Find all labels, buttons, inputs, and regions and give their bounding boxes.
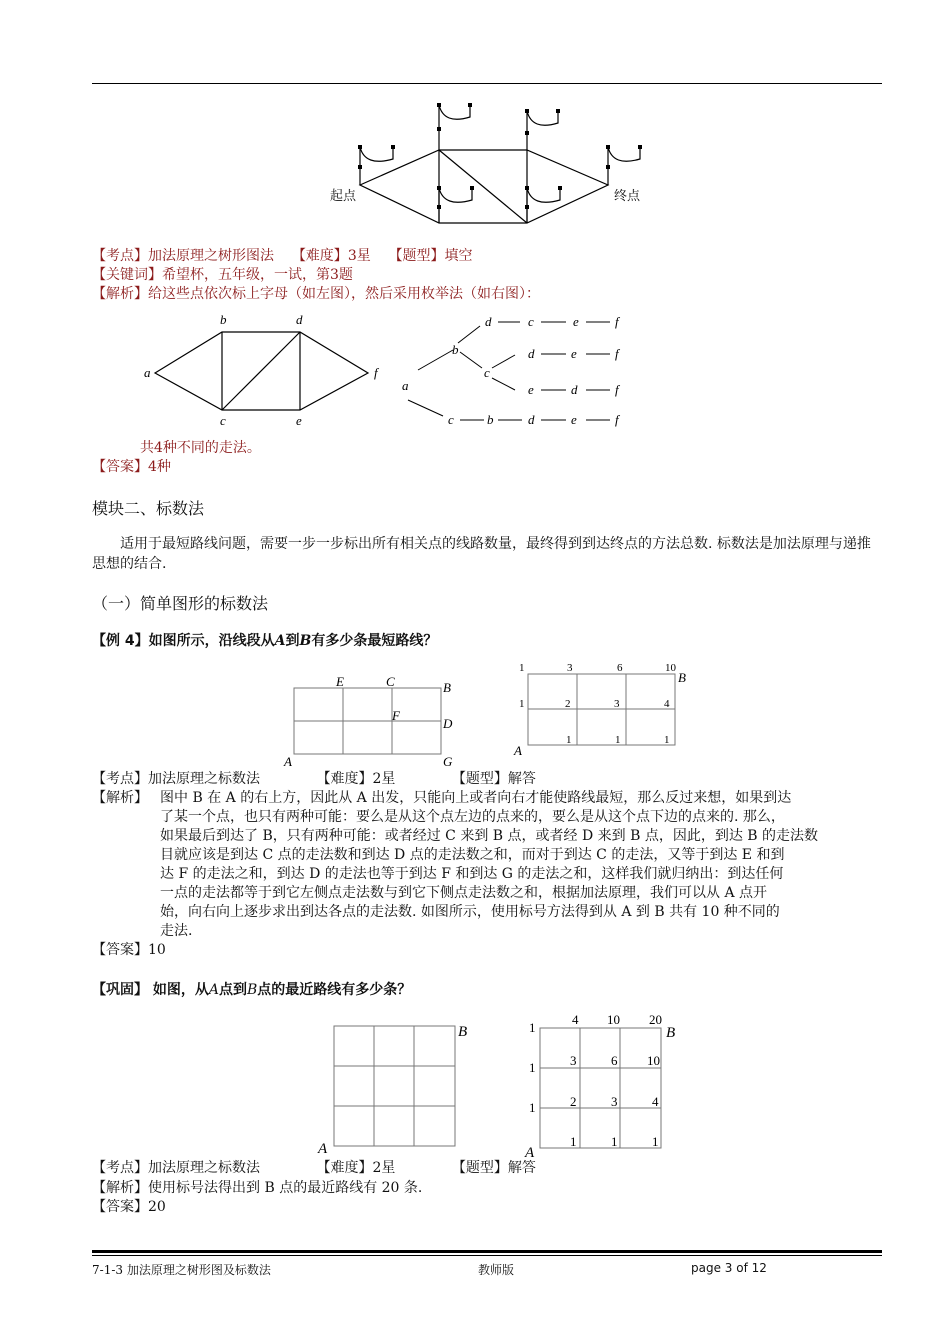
n-top-0: 1	[519, 662, 525, 674]
part5-analysis: 【解析】使用标号法得出到 B 点的最近路线有 20 条.	[92, 1180, 423, 1196]
part1-line1: 【考点】加法原理之树形图法 【难度】3星 【题型】填空	[92, 248, 473, 264]
n-bot-2: 1	[664, 734, 670, 746]
example4-question: 【例 4】如图所示，沿线段从A到B有多少条最短路线？	[92, 633, 438, 649]
part1-keywords: 【关键词】希望杯，五年级，一试，第3题	[92, 267, 353, 283]
analysis-line: 走法.	[160, 923, 193, 939]
part5-answer: 【答案】20	[92, 1199, 166, 1215]
analysis-line: 图中 B 在 A 的右上方，因此从 A 出发，只能向上或者向右才能使路线最短，那么反过来想，如果到达	[160, 790, 792, 806]
m-bot-2: 1	[652, 1134, 659, 1149]
footer-page: page 3 of 12	[691, 1261, 767, 1275]
tree-r4-2: e	[571, 412, 577, 427]
footer-rule-thin	[92, 1255, 882, 1256]
node-c: c	[220, 413, 226, 428]
m-r2-3: 10	[647, 1053, 660, 1068]
tree-r1-1: c	[528, 314, 534, 329]
n-top-3: 10	[665, 662, 676, 674]
figure-grid-3x2	[280, 672, 460, 772]
node-b: b	[220, 312, 227, 327]
n-label-B: B	[678, 670, 686, 685]
tree-r4-0: b	[487, 412, 494, 427]
m-r2-0: 1	[529, 1060, 536, 1075]
grid-label-E: E	[336, 674, 344, 689]
tree-r4-1: d	[528, 412, 535, 427]
analysis-line: 达 F 的走法之和，到达 D 的走法也等于到达 F 和到达 G 的走法之和，这样我们就归纳出：到达任何	[160, 866, 784, 882]
node-d: d	[296, 312, 303, 327]
figure-labelled-graph	[140, 310, 390, 435]
grid-label-B: B	[443, 680, 451, 695]
part5-line1: 【考点】加法原理之标数法 【难度】2星 【题型】解答	[92, 1160, 536, 1176]
analysis-line: 目就应该是到达 C 点的走法数和到达 D 点的走法数之和，而对于到达 C 的走法，又等于到达 E 和到	[160, 847, 785, 863]
tree-r2-0: d	[528, 346, 535, 361]
tree-r3-1: d	[571, 382, 578, 397]
tree-r3-2: f	[615, 382, 619, 397]
tree-r3-0: e	[528, 382, 534, 397]
part1-answer: 【答案】4种	[92, 459, 171, 475]
m-r3-2: 3	[611, 1094, 618, 1109]
grid-label-A: A	[284, 754, 292, 769]
m-top-0: 1	[529, 1020, 536, 1035]
node-f: f	[374, 365, 378, 380]
label-start: 起点	[330, 189, 357, 204]
figure-enumeration-tree	[398, 310, 638, 435]
part4-line1: 【考点】加法原理之标数法 【难度】2星 【题型】解答	[92, 771, 536, 787]
gonggu-question: 【巩固】 如图，从A点到B点的最近路线有多少条？	[92, 982, 412, 998]
figure-grid-3x2-numbered	[510, 658, 700, 758]
part1-summary: 共4种不同的走法。	[140, 440, 261, 456]
node-a: a	[144, 365, 151, 380]
footer-center: 教师版	[478, 1263, 515, 1277]
tree-c-mid: c	[484, 365, 490, 380]
footer-rule-thick	[92, 1250, 882, 1253]
grid-label-G: G	[443, 754, 453, 769]
analysis-line: 了某一个点，也只有两种可能：要么是从这个点左边的点来的，要么是从这个点下边的点来的. 那么，	[160, 809, 785, 825]
tree-r1-2: e	[573, 314, 579, 329]
n-bot-0: 1	[566, 734, 572, 746]
label-end: 终点	[614, 189, 641, 204]
n-bot-1: 1	[615, 734, 621, 746]
header-rule	[92, 83, 882, 84]
module-title: 模块二、标数法	[92, 499, 205, 518]
part4-analysis	[160, 789, 882, 941]
grid3-label-B: B	[458, 1024, 468, 1040]
tree-b: b	[452, 342, 459, 357]
analysis-line: 一点的走法都等于到它左侧点走法数与到它下侧点走法数之和，根据加法原理，我们可以从 A 点开	[160, 885, 768, 901]
n-mid-2: 3	[614, 698, 620, 710]
intro-paragraph: 适用于最短路线问题，需要一步一步标出所有相关点的线路数量，最终得到到达终点的方法总数. 标数法是加法原理与递推思想的结合.	[92, 536, 871, 572]
n-top-1: 3	[567, 662, 573, 674]
footer-left: 7-1-3 加法原理之树形图及标数法	[92, 1263, 271, 1277]
m-bot-1: 1	[611, 1134, 618, 1149]
tree-c-low: c	[448, 412, 454, 427]
figure-network-loops	[320, 95, 650, 245]
m-top-1: 4	[572, 1012, 579, 1027]
m-top-2: 10	[607, 1012, 620, 1027]
n-mid-0: 1	[519, 698, 525, 710]
m-r3-3: 4	[652, 1094, 659, 1109]
grid3-label-A: A	[318, 1141, 328, 1157]
m-label-B: B	[666, 1025, 676, 1041]
m-r3-1: 2	[570, 1094, 577, 1109]
tree-r1-0: d	[485, 314, 492, 329]
grid-label-D: D	[443, 716, 453, 731]
grid-label-C: C	[386, 674, 395, 689]
tree-r2-1: e	[571, 346, 577, 361]
figure-grid-3x3-numbered	[515, 1010, 695, 1160]
n-mid-1: 2	[565, 698, 571, 710]
n-mid-3: 4	[664, 698, 670, 710]
analysis-line: 如果最后到达了 B，只有两种可能：或者经过 C 来到 B 点，或者经 D 来到 B 点，因此，到达 B 的走法数	[160, 828, 819, 844]
part4-analysis-label: 【解析】	[92, 790, 148, 806]
m-bot-0: 1	[570, 1134, 577, 1149]
tree-root-a: a	[402, 378, 409, 393]
m-r2-1: 3	[570, 1053, 577, 1068]
part1-analysis: 【解析】给这些点依次标上字母（如左图），然后采用枚举法（如右图）：	[92, 286, 540, 302]
grid-label-F: F	[392, 708, 400, 723]
m-r2-2: 6	[611, 1053, 618, 1068]
node-e: e	[296, 413, 302, 428]
m-r3-0: 1	[529, 1100, 536, 1115]
m-label-A: A	[525, 1145, 535, 1160]
figure-grid-3x3	[310, 1016, 480, 1161]
analysis-line: 始，向右向上逐步求出到达各点的走法数. 如图所示，使用标号方法得到从 A 到 B 共有 10 种不同的	[160, 904, 780, 920]
m-top-3: 20	[649, 1012, 662, 1027]
n-top-2: 6	[617, 662, 623, 674]
tree-r2-2: f	[615, 346, 619, 361]
n-label-A: A	[514, 743, 522, 758]
part4-answer: 【答案】10	[92, 942, 166, 958]
section-title: （一）简单图形的标数法	[92, 594, 269, 613]
tree-r4-3: f	[615, 412, 619, 427]
tree-r1-3: f	[615, 314, 619, 329]
